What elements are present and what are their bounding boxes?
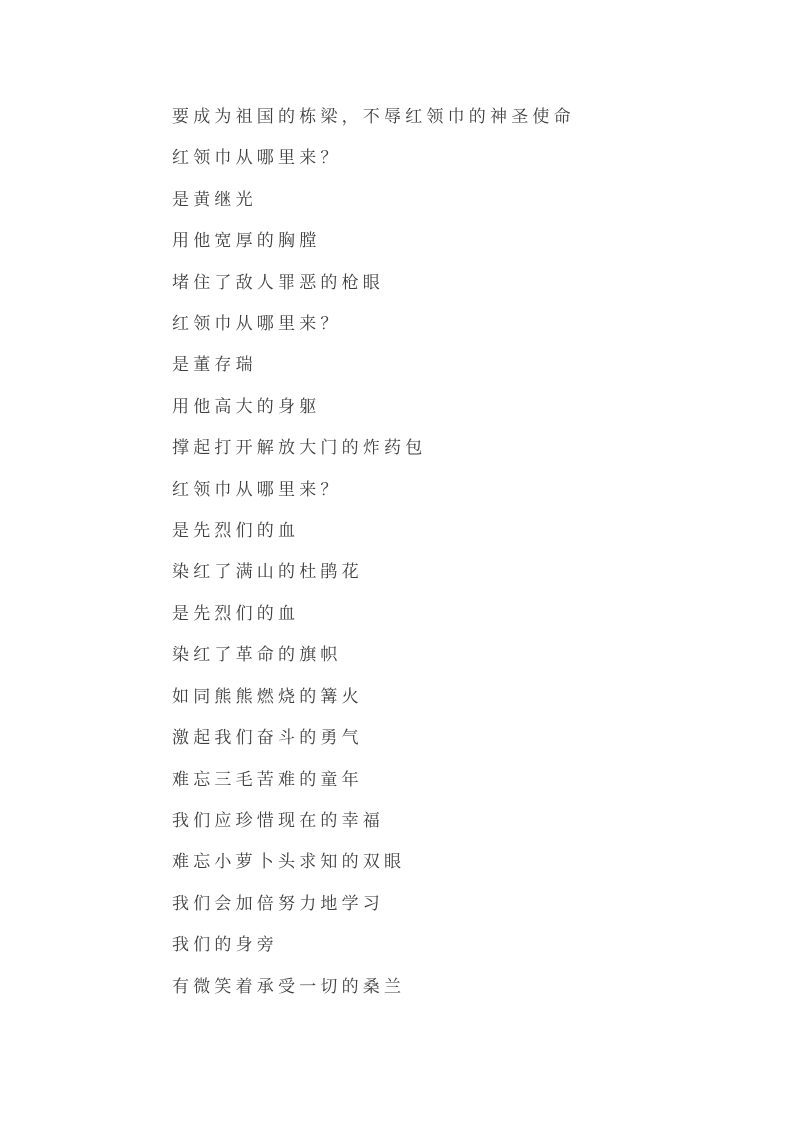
poem-line: 染红了革命的旗帜 (172, 645, 342, 665)
poem-line: 是黄继光 (172, 189, 257, 209)
poem-line: 难忘三毛苦难的童年 (172, 769, 363, 789)
poem-body (172, 96, 753, 1007)
poem-line: 是董存瑞 (172, 355, 257, 375)
poem-line: 撑起打开解放大门的炸药包 (172, 438, 427, 458)
poem-line: 用他高大的身躯 (172, 396, 321, 416)
poem-line: 是先烈们的血 (172, 521, 300, 541)
poem-line: 我们会加倍努力地学习 (172, 893, 384, 913)
poem-line: 有微笑着承受一切的桑兰 (172, 976, 406, 996)
poem-line: 我们应珍惜现在的幸福 (172, 810, 384, 830)
poem-line: 红领巾从哪里来？ (172, 314, 342, 334)
poem-line: 堵住了敌人罪恶的枪眼 (172, 272, 384, 292)
poem-line: 是先烈们的血 (172, 603, 300, 623)
poem-line: 染红了满山的杜鹃花 (172, 562, 363, 582)
poem-line: 要成为祖国的栋梁，不辱红领巾的神圣使命 (172, 107, 575, 126)
poem-line: 我们的身旁 (172, 935, 278, 955)
poem-line: 难忘小萝卜头求知的双眼 (172, 852, 406, 872)
poem-line: 用他宽厚的胸膛 (172, 231, 321, 251)
poem-line: 红领巾从哪里来？ (172, 148, 342, 168)
poem-line: 激起我们奋斗的勇气 (172, 728, 363, 748)
poem-line: 红领巾从哪里来？ (172, 479, 342, 499)
poem-line: 如同熊熊燃烧的篝火 (172, 686, 363, 706)
